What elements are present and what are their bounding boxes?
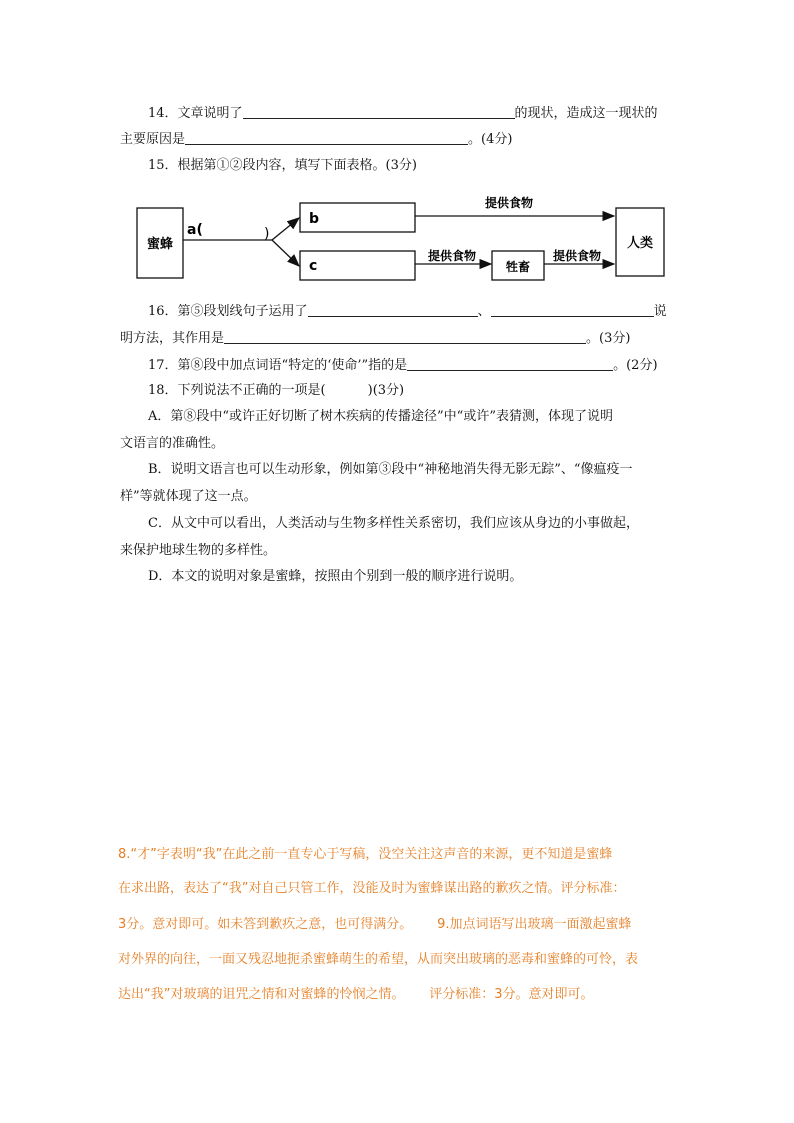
answer-line-1: 8.“才”字表明“我”在此之前一直专心于写稿，没空关注这声音的来源，更不知道是蜜蜂 [118, 847, 613, 862]
q14-line1 [148, 104, 658, 123]
q17-line [148, 356, 658, 375]
q16-line2 [120, 329, 630, 348]
q14-line2 [120, 130, 512, 149]
a-label: a( [187, 222, 203, 238]
q14-prompt-cont: 的现状，造成这一现状的 [514, 106, 658, 121]
q16-blank-2[interactable] [491, 302, 654, 317]
q14-prompt: 14．文章说明了 [148, 106, 243, 121]
answer-line-3: 3分。意对即可。如未答到歉疚之意，也可得满分。 9.加点词语写出玻璃一面激起蜜蜂 [118, 917, 632, 932]
q16-blank-1[interactable] [308, 302, 478, 317]
q18-option-b-line2: 样”等就体现了这一点。 [120, 489, 257, 504]
q16-prompt: 16．第⑤段划线句子运用了 [148, 304, 308, 319]
a-close: ) [264, 226, 270, 242]
q16-effect-label: 明方法，其作用是 [120, 331, 225, 346]
q18-option-c-line2: 来保护地球生物的多样性。 [120, 543, 277, 558]
q14-reason-label: 主要原因是 [120, 132, 186, 147]
q14-blank-1[interactable] [243, 104, 515, 119]
q18-option-a-line2: 文语言的准确性。 [120, 436, 225, 451]
answer-line-5: 达出“我”对玻璃的诅咒之情和对蜜蜂的怜悯之情。 评分标准：3分。意对即可。 [118, 987, 594, 1002]
q18-option-d: D．本文的说明对象是蜜蜂，按照由个别到一般的顺序进行说明。 [148, 569, 523, 584]
q16-separator: 、 [477, 304, 491, 319]
q14-blank-2[interactable] [185, 130, 468, 145]
q18-stem [148, 382, 404, 400]
q17-blank[interactable] [407, 356, 613, 371]
answer-line-2: 在求出路，表达了“我”对自己只管工作，没能及时为蜜蜂谋出路的歉疚之情。评分标准： [118, 881, 626, 896]
q17-prompt: 17．第⑧段中加点词语“特定的‘使命’”指的是 [148, 358, 408, 373]
humans-label: 人类 [626, 236, 654, 251]
provide-food-top: 提供食物 [484, 196, 534, 210]
q15-line: 15．根据第①②段内容，填写下面表格。(3分) [148, 158, 417, 173]
q16-line1 [148, 302, 667, 321]
bee-label: 蜜蜂 [146, 237, 174, 252]
q18-prompt: 18．下列说法不正确的一项是( [148, 383, 326, 398]
food-chain-diagram [0, 186, 794, 286]
b-label: b [309, 211, 320, 227]
q16-blank-3[interactable] [224, 329, 586, 344]
q18-score: )(3分) [367, 383, 405, 398]
provide-food-right: 提供食物 [552, 249, 602, 263]
answer-line-4: 对外界的向往，一面又残忍地扼杀蜜蜂萌生的希望，从而突出玻璃的恶毒和蜜蜂的可怜，表 [118, 952, 639, 967]
provide-food-mid: 提供食物 [427, 249, 477, 263]
c-label: c [309, 258, 318, 274]
q16-score: 。(3分) [586, 331, 631, 346]
q14-score: 。(4分) [468, 132, 513, 147]
branch-down-arrow [272, 240, 299, 266]
q18-option-a-line1: A．第⑧段中“或许正好切断了树木疾病的传播途径”中“或许”表猜测，体现了说明 [148, 409, 613, 424]
q16-prompt-cont: 说 [653, 304, 667, 319]
q18-option-c-line1: C．从文中可以看出，人类活动与生物多样性关系密切，我们应该从身边的小事做起， [148, 516, 639, 531]
branch-up-arrow [272, 218, 299, 240]
q17-score: 。(2分) [613, 358, 658, 373]
q18-option-b-line1: B．说明文语言也可以生动形象，例如第③段中“神秘地消失得无影无踪”、“像瘟疫一 [148, 462, 633, 477]
livestock-label: 牲畜 [505, 260, 531, 274]
